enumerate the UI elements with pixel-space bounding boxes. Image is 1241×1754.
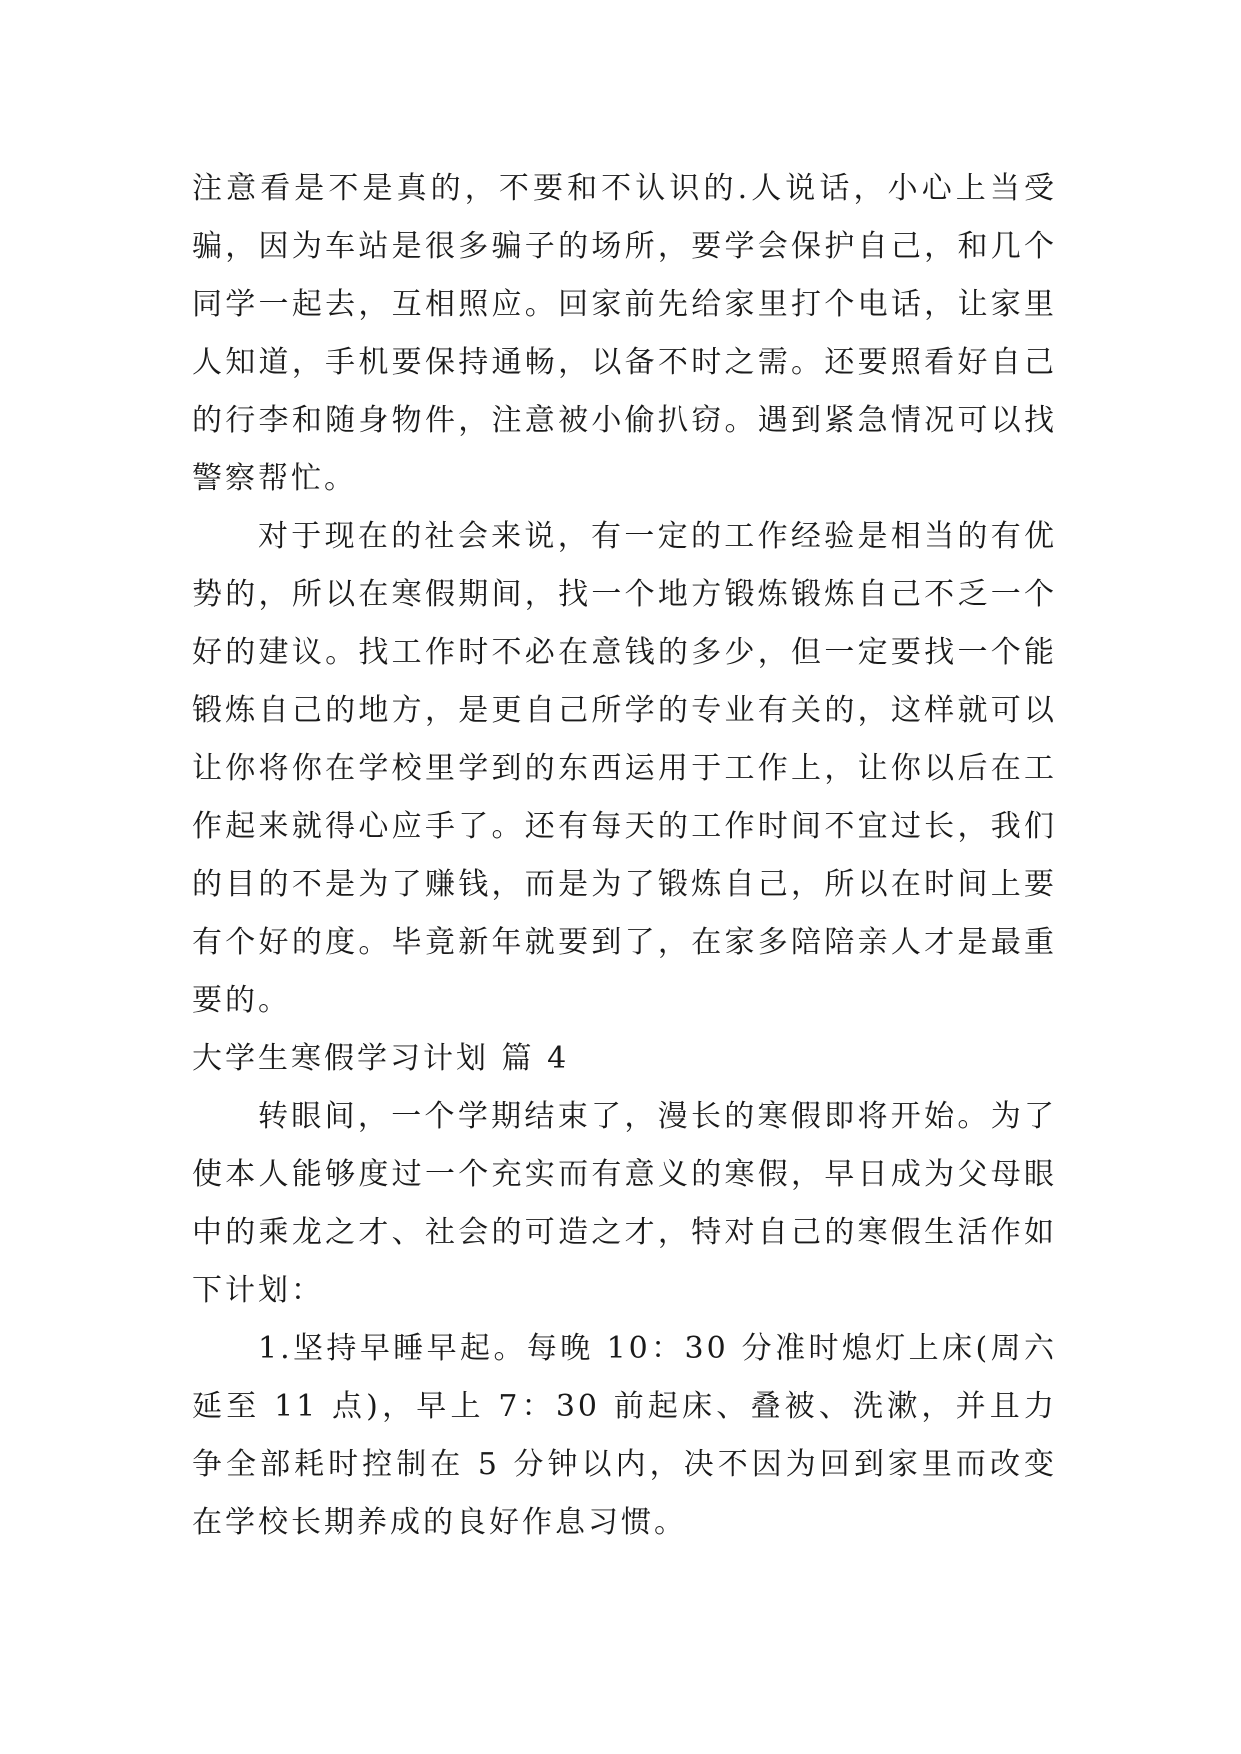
section-heading: 大学生寒假学习计划 篇 4 (192, 1041, 570, 1076)
paragraph-travel-safety: 注意看是不是真的，不要和不认识的.人说话，小心上当受骗，因为车站是很多骗子的场所，要学会保护自己，和几个同学一起去，互相照应。回家前先给家里打个电话，让家里人知道，手机要保持通畅，以备不时之需。还要照看好自己的行李和随身物件，注意被小偷扒窃。遇到紧急情况可以找警察帮忙。 (192, 171, 1057, 496)
document-body (192, 160, 1057, 1552)
paragraph-work-experience: 对于现在的社会来说，有一定的工作经验是相当的有优势的，所以在寒假期间，找一个地方锻炼锻炼自己不乏一个好的建议。找工作时不必在意钱的多少，但一定要找一个能锻炼自己的地方，是更自己所学的专业有关的，这样就可以让你将你在学校里学到的东西运用于工作上，让你以后在工作起来就得心应手了。还有每天的工作时间不宜过长，我们的目的不是为了赚钱，而是为了锻炼自己，所以在时间上要有个好的度。毕竟新年就要到了，在家多陪陪亲人才是最重要的。 (192, 519, 1057, 1018)
paragraph-plan-item-1: 1.坚持早睡早起。每晚 10：30 分准时熄灯上床(周六延至 11 点)，早上 7：30 前起床、叠被、洗漱，并且力争全部耗时控制在 5 分钟以内，决不因为回到家里而改变在学校长期养成的良好作息习惯。 (192, 1331, 1057, 1540)
paragraph-plan-intro: 转眼间，一个学期结束了，漫长的寒假即将开始。为了使本人能够度过一个充实而有意义的寒假，早日成为父母眼中的乘龙之才、社会的可造之才，特对自己的寒假生活作如下计划： (192, 1099, 1057, 1308)
